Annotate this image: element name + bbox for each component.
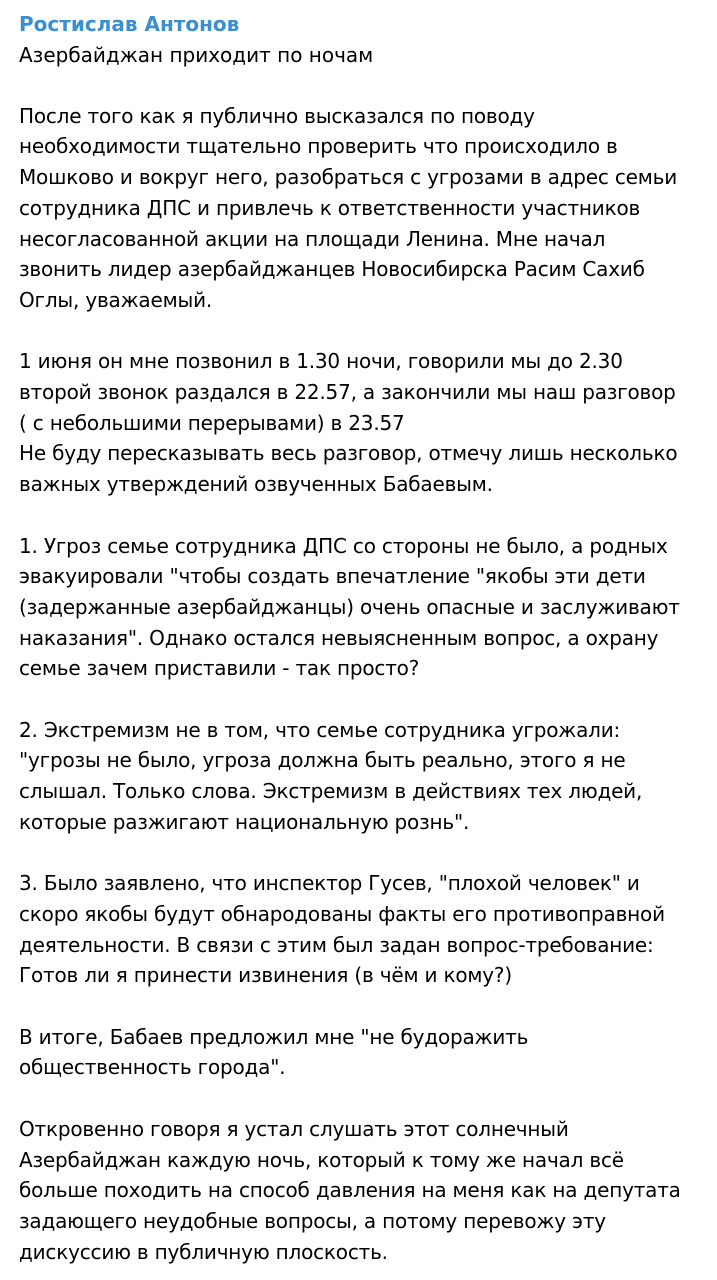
message-line: которые разжигают национальную рознь".	[19, 809, 470, 834]
message-line: слышал. Только слова. Экстремизм в действиях тех людей,	[19, 779, 643, 804]
message-paragraph	[19, 715, 699, 838]
message-paragraph	[19, 868, 699, 991]
message-line: несогласованной акции на площади Ленина. Мне начал	[19, 226, 606, 251]
message-line: Готов ли я принести извинения (в чём и кому?)	[19, 963, 512, 988]
message-line: семье зачем приставили - так просто?	[19, 656, 420, 681]
post-headline: Азербайджан приходит по ночам	[19, 43, 374, 67]
message-line: второй звонок раздался в 22.57, а закончили мы наш разговор	[19, 380, 676, 404]
message-line: Азербайджан каждую ночь, который к тому же начал всё	[19, 1147, 624, 1172]
author-name[interactable]: Ростислав Антонов	[19, 12, 240, 36]
message-line: дискуссию в публичную плоскость.	[19, 1239, 388, 1264]
message-line: Не буду пересказывать весь разговор, отмечу лишь несколько	[19, 441, 678, 466]
message-line: необходимости тщательно проверить что происходило в	[19, 134, 618, 159]
message-paragraph	[19, 101, 699, 316]
message-line: звонить лидер азербайджанцев Новосибирска Расим Сахиб	[19, 257, 645, 282]
message-line: Оглы, уважаемый.	[19, 287, 213, 312]
message-line: "угрозы не было, угроза должна быть реально, этого я не	[19, 748, 626, 773]
message-line: 1. Угроз семье сотрудника ДПС со стороны не было, а родных	[19, 533, 668, 558]
message-line: сотрудника ДПС и привлечь к ответственности участников	[19, 195, 641, 220]
message-line: После того как я публично высказался по поводу	[19, 103, 535, 128]
message-line: больше походить на способ давления на меня как на депутата	[19, 1178, 681, 1203]
message-line: ( с небольшими перерывами) в 23.57	[19, 410, 405, 435]
message-line: 3. Было заявлено, что инспектор Гусев, "плохой человек" и	[19, 871, 640, 896]
message-line: скоро якобы будут обнародованы факты его противоправной	[19, 901, 665, 926]
message-line: 1 июня он мне позвонил в 1.30 ночи, говорили мы до 2.30	[19, 349, 623, 374]
message-body	[19, 101, 699, 1268]
message-line: общественность города".	[19, 1055, 286, 1080]
message-line: В итоге, Бабаев предложил мне "не будоражить	[19, 1024, 529, 1049]
message-line: задающего неудобные вопросы, а потому перевожу эту	[19, 1208, 606, 1233]
message-line: эвакуировали "чтобы создать впечатление "якобы эти дети	[19, 564, 646, 589]
message-line: Откровенно говоря я устал слушать этот солнечный	[19, 1116, 569, 1141]
message-line: Мошково и вокруг него, разобраться с угрозами в адрес семьи	[19, 165, 678, 190]
message-line: 2. Экстремизм не в том, что семье сотрудника угрожали:	[19, 717, 621, 742]
message-paragraph	[19, 1022, 699, 1083]
message-paragraph	[19, 1114, 699, 1268]
message-line: важных утверждений озвученных Бабаевым.	[19, 472, 493, 497]
message-paragraph	[19, 346, 699, 500]
message-line: деятельности. В связи с этим был задан вопрос-требование:	[19, 932, 654, 957]
message-line: наказания". Однако остался невыясненным вопрос, а охрану	[19, 625, 659, 650]
message-paragraph	[19, 531, 699, 685]
message-line: (задержанные азербайджанцы) очень опасные и заслуживают	[19, 594, 680, 619]
